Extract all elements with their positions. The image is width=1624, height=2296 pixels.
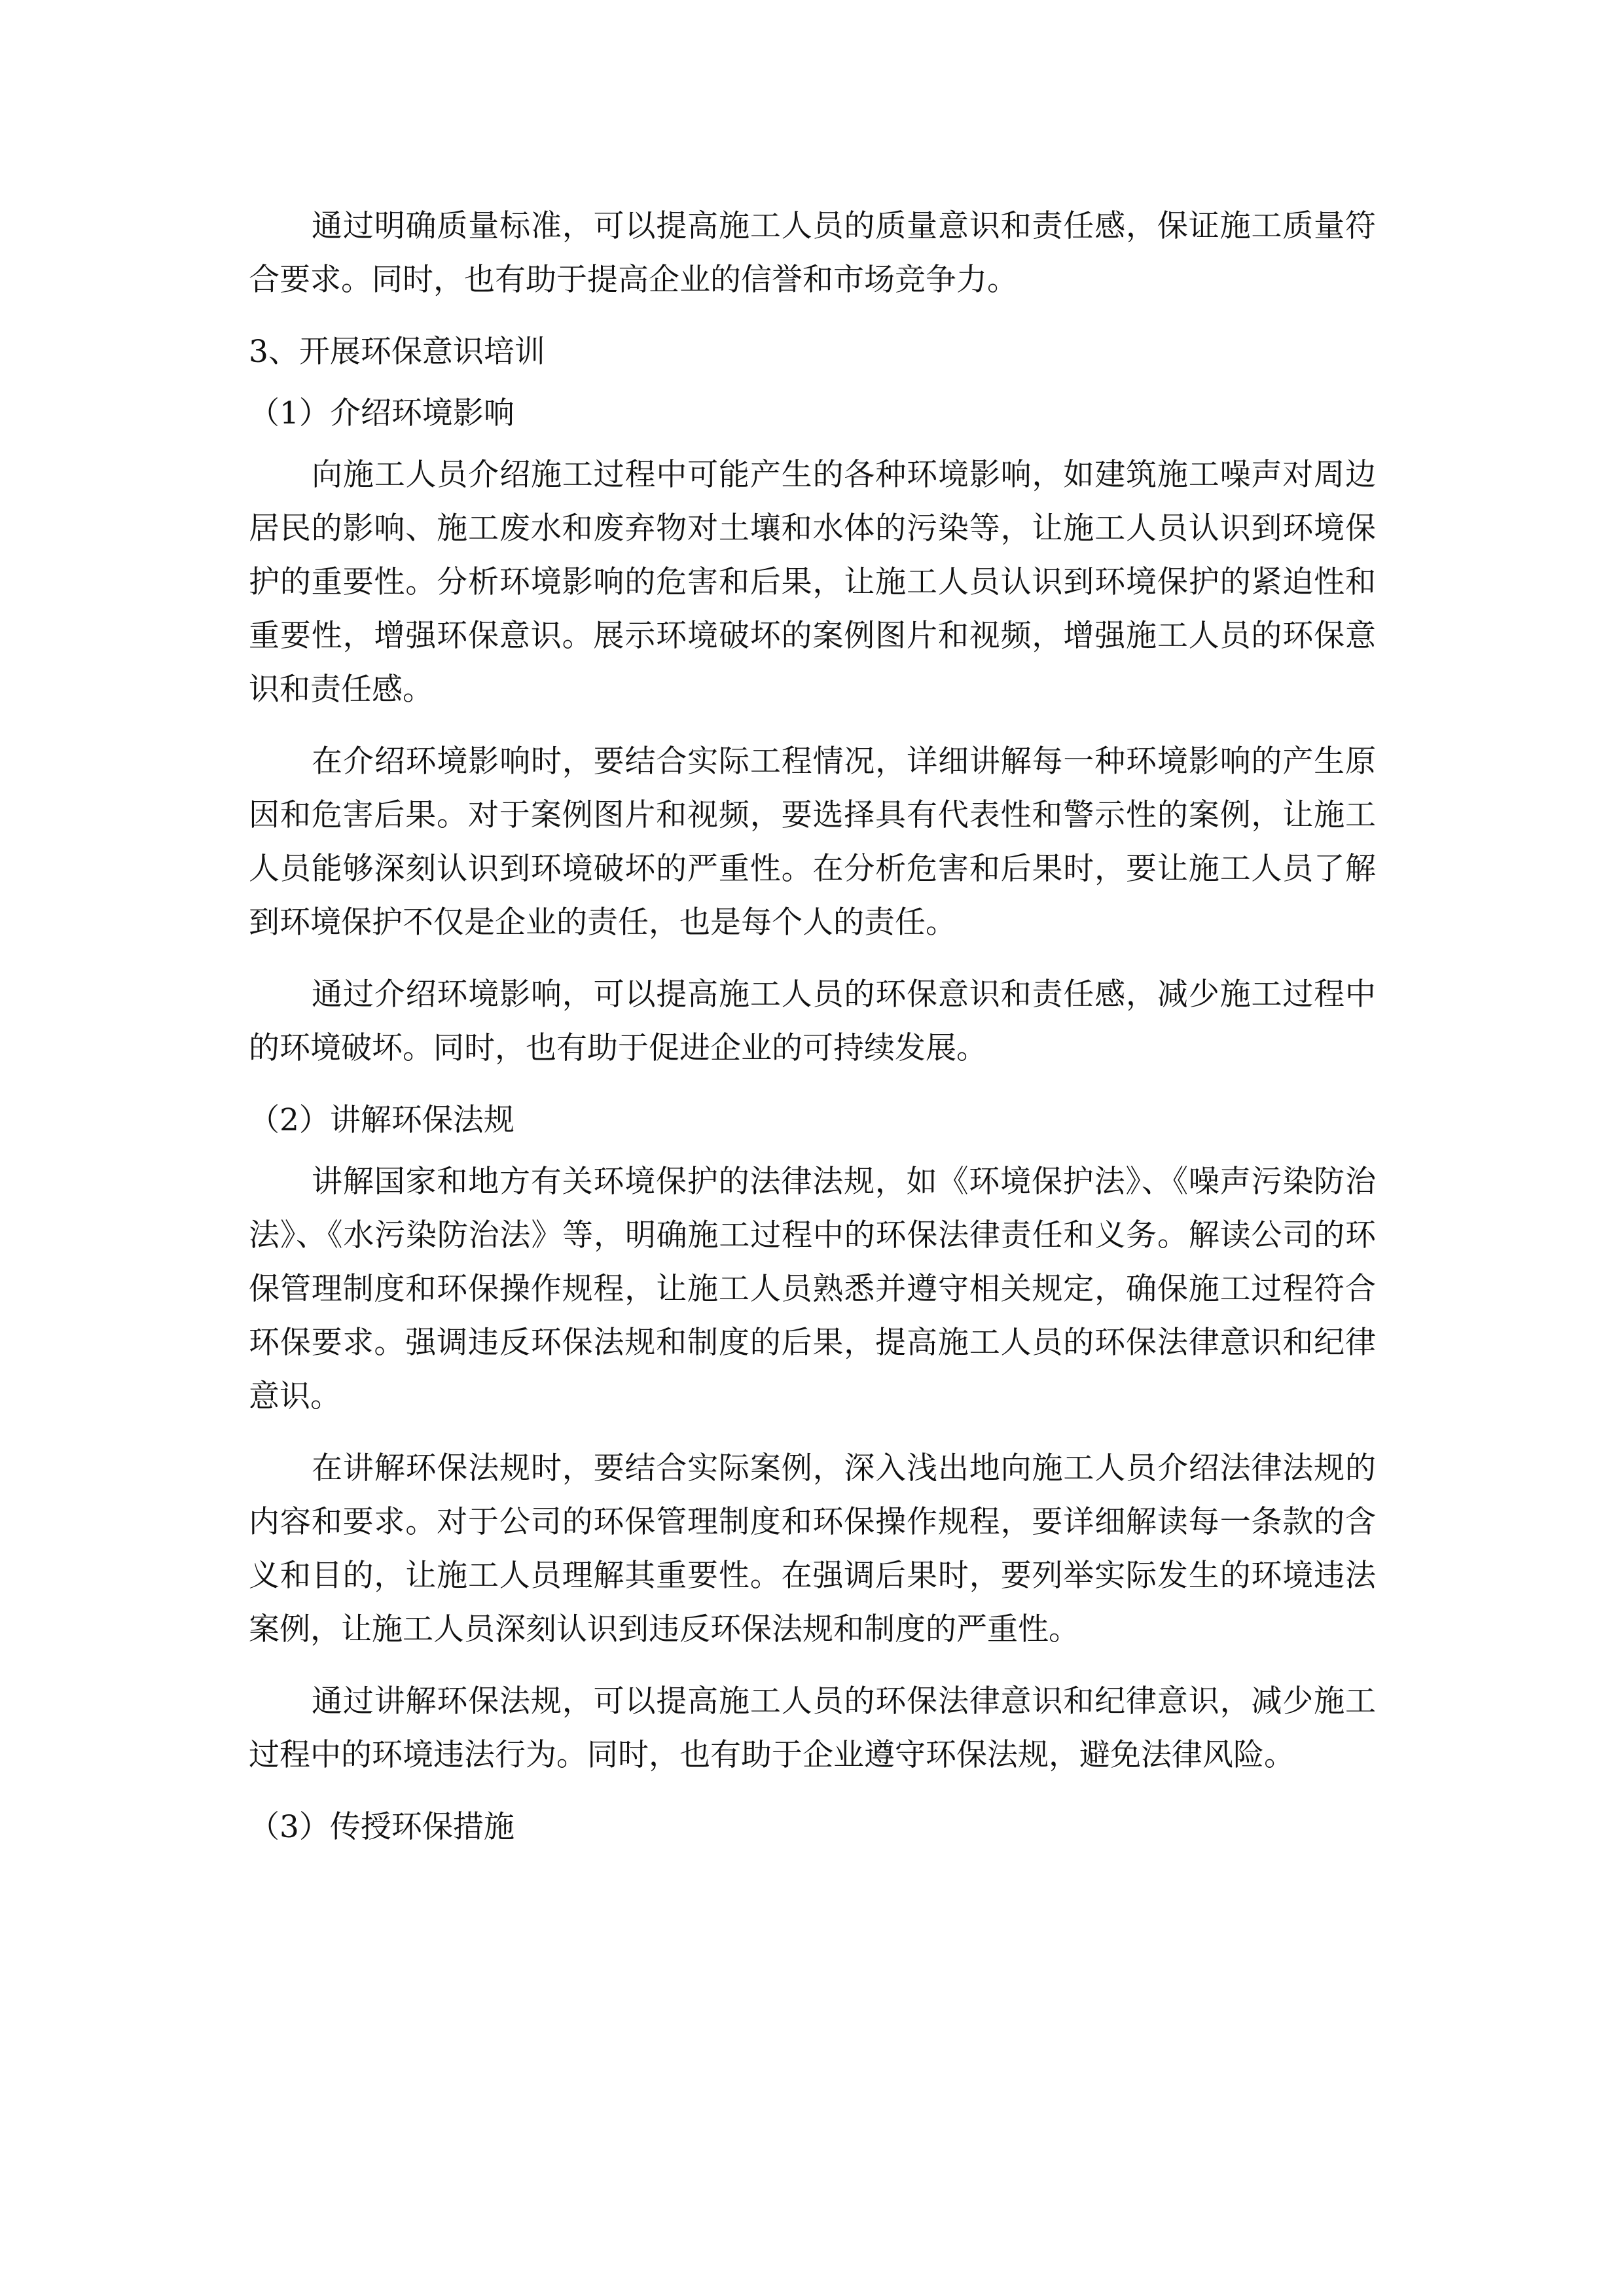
paragraph-quality-summary: 通过明确质量标准，可以提高施工人员的质量意识和责任感，保证施工质量符合要求。同时，也有助于提高企业的信誉和市场竞争力。 <box>249 208 1376 298</box>
subheading-environmental-law: （2）讲解环保法规 <box>249 1102 514 1138</box>
paragraph-law-method: 在讲解环保法规时，要结合实际案例，深入浅出地向施工人员介绍法律法规的内容和要求。对于公司的环保管理制度和环保操作规程，要详细解读每一条款的含义和目的，让施工人员理解其重要性。在强调后果时，要列举实际发生的环境违法案例，让施工人员深刻认识到违反环保法规和制度的严重性。 <box>249 1450 1376 1647</box>
paragraph-impact-method: 在介绍环境影响时，要结合实际工程情况，详细讲解每一种环境影响的产生原因和危害后果。对于案例图片和视频，要选择具有代表性和警示性的案例，让施工人员能够深刻认识到环境破坏的严重性。在分析危害和后果时，要让施工人员了解到环境保护不仅是企业的责任，也是每个人的责任。 <box>249 744 1376 941</box>
section-heading-environmental-training: 3、开展环保意识培训 <box>249 334 545 370</box>
paragraph-law-intro: 讲解国家和地方有关环境保护的法律法规，如《环境保护法》、《噪声污染防治法》、《水污染防治法》等，明确施工过程中的环保法律责任和义务。解读公司的环保管理制度和环保操作规程，让施工人员熟悉并遵守相关规定，确保施工过程符合环保要求。强调违反环保法规和制度的后果，提高施工人员的环保法律意识和纪律意识。 <box>249 1164 1376 1414</box>
paragraph-impact-intro: 向施工人员介绍施工过程中可能产生的各种环境影响，如建筑施工噪声对周边居民的影响、施工废水和废弃物对土壤和水体的污染等，让施工人员认识到环境保护的重要性。分析环境影响的危害和后果，让施工人员认识到环境保护的紧迫性和重要性，增强环保意识。展示环境破坏的案例图片和视频，增强施工人员的环保意识和责任感。 <box>249 457 1376 708</box>
paragraph-law-summary: 通过讲解环保法规，可以提高施工人员的环保法律意识和纪律意识，减少施工过程中的环境违法行为。同时，也有助于企业遵守环保法规，避免法律风险。 <box>249 1683 1376 1773</box>
subheading-environmental-measures: （3）传授环保措施 <box>249 1809 514 1845</box>
document-body <box>249 200 1376 1862</box>
paragraph-impact-summary: 通过介绍环境影响，可以提高施工人员的环保意识和责任感，减少施工过程中的环境破坏。同时，也有助于促进企业的可持续发展。 <box>249 977 1376 1066</box>
subheading-environmental-impact: （1）介绍环境影响 <box>249 395 514 431</box>
